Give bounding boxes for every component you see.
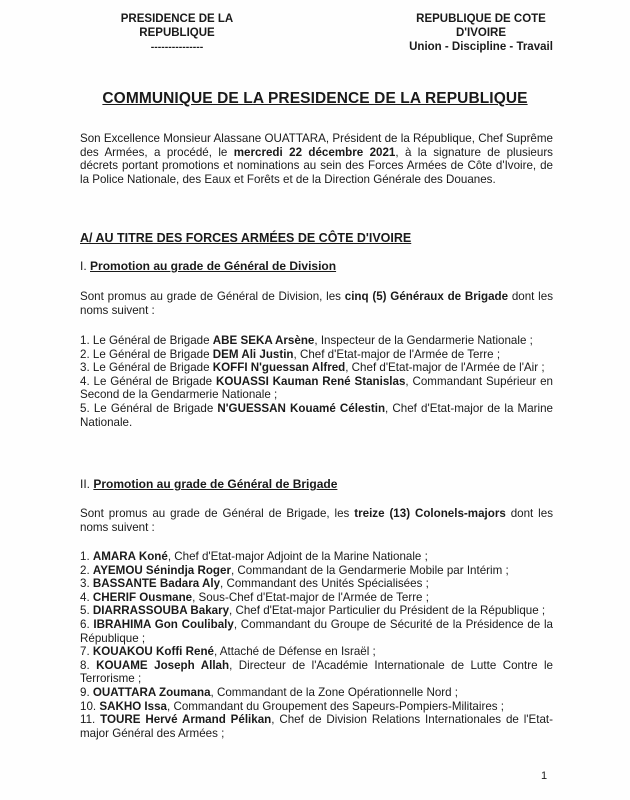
officer-role: , Sous-Chef d'Etat-major de l'Armée de Terre ;: [192, 590, 429, 604]
item-number: 4.: [80, 590, 93, 604]
officer-role: , Chef d'Etat-major Adjoint de la Marine Nationale ;: [167, 550, 428, 563]
section-2-list: [80, 550, 553, 740]
section-2-title: Promotion au grade de Général de Brigade: [93, 477, 338, 491]
officer-role: , Commandant Supérieur en Second de la Gendarmerie Nationale ;: [80, 374, 553, 402]
officer-name: SAKHO Issa: [99, 699, 167, 713]
item-number: 7.: [80, 645, 93, 659]
list-item: [80, 645, 553, 659]
officer-name: DEM Ali Justin: [212, 347, 294, 361]
officer-name: ABE SEKA Arsène: [212, 334, 315, 347]
officer-role: , Chef d'Etat-major de la Marine Nationale.: [80, 401, 553, 429]
list-item: [80, 577, 553, 591]
section-1-heading: [80, 260, 553, 274]
section-1-lead: [80, 290, 553, 317]
item-number: 2. Le Général de Brigade: [80, 347, 213, 361]
officer-name: DIARRASSOUBA Bakary: [92, 604, 230, 618]
officer-name: AYEMOU Sénindja Roger: [92, 563, 231, 577]
section-2-lead: [80, 507, 553, 534]
officer-role: , Directeur de l'Académie Internationale de Lutte Contre le Terrorisme ;: [80, 658, 554, 686]
section-2-prefix: II.: [80, 477, 94, 491]
list-item: [80, 591, 553, 605]
officer-role: , Chef d'Etat-major Particulier du Président de la République ;: [229, 604, 546, 618]
officer-name: BASSANTE Badara Aly: [92, 577, 221, 591]
lead-text: Sont promus au grade de Général de Brigade, les: [80, 507, 355, 520]
list-item: [80, 361, 553, 375]
officer-role: , Chef de Division Relations Internationales de l'Etat-major Général des Armées ;: [80, 713, 553, 740]
list-item: [80, 550, 553, 564]
item-number: 10.: [80, 699, 100, 713]
item-number: 8.: [80, 658, 97, 672]
item-number: 5. Le Général de Brigade: [80, 401, 218, 415]
officer-role: , Attaché de Défense en Israël ;: [213, 645, 376, 659]
officer-name: N'GUESSAN Kouamé Célestin: [217, 401, 386, 415]
officer-name: TOURE Hervé Armand Pélikan: [100, 713, 272, 727]
intro-text-end: , à la signature de plusieurs décrets portant promotions et nominations au sein des Forces Armées de Côte d'Ivoire, de la Police Nationale, des Eaux et Forêts et de la Direction Générale des Douanes.: [80, 145, 553, 186]
officer-role: , Commandant des Unités Spécialisées ;: [220, 577, 429, 591]
item-number: 5.: [80, 604, 93, 618]
header-left: [84, 12, 270, 54]
item-number: 3. Le Général de Brigade: [80, 361, 213, 375]
list-item: [80, 713, 553, 740]
lead-text: Sont promus au grade de Général de Division, les: [80, 290, 345, 303]
section-2-heading: [80, 478, 553, 492]
intro-text: Son Excellence Monsieur Alassane OUATTARA, Président de la République, Chef Suprême des Armées, a procédé, le: [80, 132, 553, 159]
item-number: 1. Le Général de Brigade: [80, 334, 213, 347]
officer-role: , Commandant du Groupement des Sapeurs-Pompiers-Militaires ;: [167, 699, 505, 713]
officer-name: CHERIF Ousmane: [92, 590, 193, 604]
item-number: 2.: [80, 563, 93, 577]
list-item: [80, 700, 553, 714]
item-number: 1.: [80, 550, 93, 563]
issuer-title: PRESIDENCE DE LA REPUBLIQUE: [120, 13, 234, 39]
intro-date: mercredi 22 décembre 2021: [233, 145, 396, 159]
document-title: COMMUNIQUE DE LA PRESIDENCE DE LA REPUBLIQUE: [102, 90, 528, 107]
section-a-heading: [80, 232, 553, 246]
list-item: [80, 604, 553, 618]
officer-role: , Commandant de la Zone Opérationnelle Nord ;: [210, 685, 459, 699]
officer-role: , Commandant de la Gendarmerie Mobile par Intérim ;: [230, 563, 509, 577]
section-a-prefix: A/: [80, 231, 93, 245]
header-right: [392, 12, 570, 54]
header-dashes: ---------------: [150, 41, 204, 53]
list-item: [80, 334, 553, 348]
lead-text-end: dont les noms suivent :: [80, 290, 554, 317]
officer-name: KOUAME Joseph Allah: [96, 658, 230, 672]
officer-role: , Inspecteur de la Gendarmerie Nationale ;: [314, 334, 533, 347]
section-a-title: AU TITRE DES FORCES ARMÉES DE CÔTE D'IVOIRE: [92, 231, 412, 245]
officer-name: KOUAKOU Koffi René: [92, 645, 214, 659]
national-motto: Union - Discipline - Travail: [409, 41, 553, 53]
list-item: [80, 618, 553, 645]
officer-name: IBRAHIMA Gon Coulibaly: [93, 617, 234, 631]
item-number: 4. Le Général de Brigade: [80, 374, 216, 388]
officer-name: KOFFI N'guessan Alfred: [212, 361, 346, 375]
item-number: 3.: [80, 577, 93, 591]
officer-name: KOUASSI Kauman René Stanislas: [215, 374, 406, 388]
list-item: [80, 402, 553, 429]
page-number: 1: [541, 770, 548, 782]
list-item: [80, 348, 553, 362]
list-item: [80, 686, 553, 700]
item-number: 6.: [80, 617, 94, 631]
section-1-list: [80, 334, 553, 429]
item-number: 9.: [80, 685, 93, 699]
officer-role: , Commandant du Groupe de Sécurité de la Présidence de la République ;: [80, 617, 553, 645]
officer-name: AMARA Koné: [92, 550, 168, 563]
intro-paragraph: [80, 132, 553, 186]
item-number: 11.: [80, 713, 101, 727]
lead-bold: treize (13) Colonels-majors: [354, 507, 506, 520]
country-title: REPUBLIQUE DE COTE D'IVOIRE: [416, 13, 546, 39]
list-item: [80, 564, 553, 578]
list-item: [80, 659, 553, 686]
officer-role: , Chef d'Etat-major de l'Armée de l'Air ;: [345, 361, 545, 375]
section-1-title: Promotion au grade de Général de Division: [90, 259, 337, 273]
list-item: [80, 375, 553, 402]
officer-role: , Chef d'Etat-major de l'Armée de Terre ;: [293, 347, 501, 361]
lead-bold: cinq (5) Généraux de Brigade: [344, 290, 509, 303]
officer-name: OUATTARA Zoumana: [92, 685, 211, 699]
section-1-prefix: I.: [80, 259, 91, 273]
lead-text-end: dont les noms suivent :: [80, 507, 554, 534]
